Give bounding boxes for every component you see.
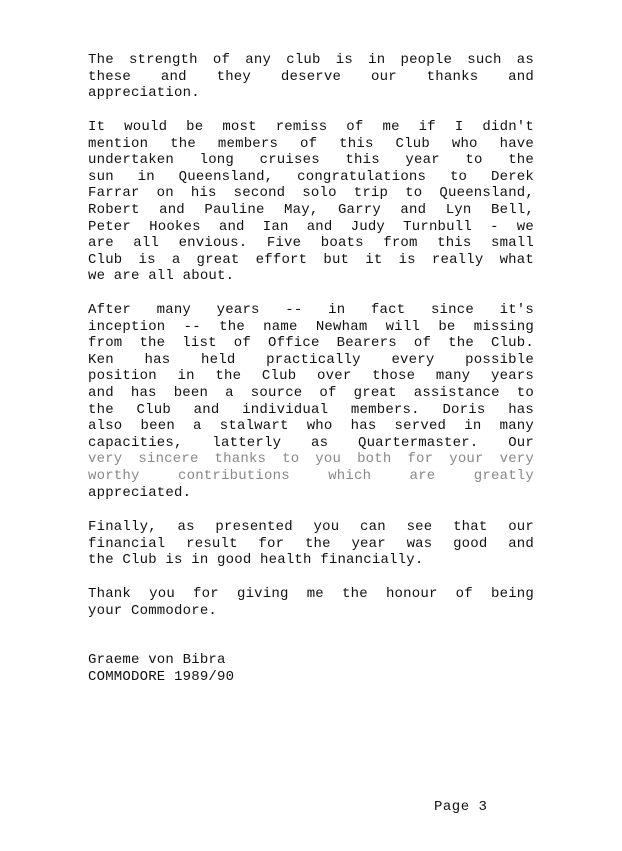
text-line: we are all about.	[88, 268, 235, 285]
text-line: mention the members of this Club who have	[88, 135, 534, 152]
text-line: sun in Queensland, congratulations to Derek	[88, 168, 534, 185]
text-line: Finally, as presented you can see that our	[88, 519, 534, 535]
text-line: Thank you for giving me the honour of being	[88, 586, 534, 602]
text-line: appreciated.	[88, 484, 192, 501]
signature-name: Graeme von Bibra	[88, 652, 226, 668]
text-line: Peter Hookes and Ian and Judy Turnbull - we	[88, 218, 534, 235]
text-line: very sincere thanks to you both for your very	[88, 451, 534, 468]
paragraph-cruises	[88, 119, 534, 285]
paragraph-closing	[88, 586, 534, 619]
text-line: from the list of Office Bearers of the Club.	[88, 335, 534, 352]
paragraph-finance	[88, 519, 534, 569]
text-line: also been a stalwart who has served in many	[88, 418, 534, 435]
text-line: Robert and Pauline May, Garry and Lyn Bell,	[88, 201, 534, 218]
text-line: financial result for the year was good and	[88, 535, 534, 552]
text-line: It would be most remiss of me if I didn't	[88, 119, 534, 135]
text-line: The strength of any club is in people such as	[88, 52, 534, 68]
signature-title: COMMODORE 1989/90	[88, 668, 235, 685]
text-line: Ken has held practically every possible	[88, 351, 534, 368]
text-line: Club is a great effort but it is really what	[88, 251, 534, 268]
text-line: After many years -- in fact since it's	[88, 302, 534, 318]
text-line: position in the Club over those many years	[88, 368, 534, 385]
paragraph-thanks	[88, 52, 534, 102]
text-line: the Club is in good health financially.	[88, 552, 424, 569]
text-line: Farrar on his second solo trip to Queensland,	[88, 185, 534, 202]
text-line: worthy contributions which are greatly	[88, 467, 534, 484]
page-number: Page 3	[434, 799, 488, 815]
text-line: your Commodore.	[88, 602, 218, 619]
text-line: and has been a source of great assistance to	[88, 384, 534, 401]
text-line: undertaken long cruises this year to the	[88, 152, 534, 169]
signature-block	[88, 652, 534, 685]
text-line: inception -- the name Newham will be missing	[88, 318, 534, 335]
text-line: are all envious. Five boats from this small	[88, 235, 534, 252]
text-line: these and they deserve our thanks and	[88, 68, 534, 85]
paragraph-newham	[88, 302, 534, 501]
text-line: appreciation.	[88, 85, 200, 102]
text-line: the Club and individual members. Doris has	[88, 401, 534, 418]
text-line: capacities, latterly as Quartermaster. Our	[88, 434, 534, 451]
